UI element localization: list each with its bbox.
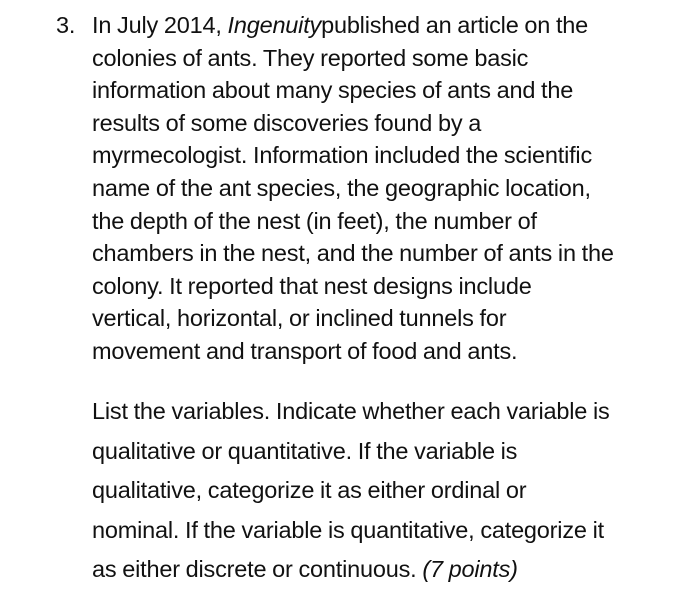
paragraph-line: colonies of ants. They reported some basic: [92, 44, 529, 71]
paragraph-line: qualitative, categorize it as either ordinal or: [92, 477, 527, 503]
question-paragraph-instructions: [92, 392, 610, 590]
paragraph-line: [92, 9, 614, 42]
publication-title: Ingenuity: [227, 12, 322, 38]
paragraph-line: vertical, horizontal, or inclined tunnels for: [92, 305, 507, 332]
line-text: published an article on the: [321, 12, 589, 38]
paragraph-line: information about many species of ants and the: [92, 77, 574, 104]
paragraph-line: the depth of the nest (in feet), the number of: [92, 207, 537, 234]
paragraph-line: nominal. If the variable is quantitative, categorize it: [92, 516, 604, 543]
paragraph-line: [92, 550, 610, 590]
question-number: 3.: [56, 12, 76, 38]
line-text: In July 2014,: [92, 12, 222, 38]
paragraph-line: name of the ant species, the geographic location,: [92, 174, 591, 201]
points-value: (7 points): [422, 556, 518, 582]
paragraph-line: results of some discoveries found by a: [92, 109, 482, 136]
paragraph-line: colony. It reported that nest designs include: [92, 272, 532, 299]
paragraph-line: movement and transport of food and ants.: [92, 337, 518, 364]
line-text: as either discrete or continuous.: [92, 556, 417, 582]
question-paragraph-context: [92, 9, 614, 368]
paragraph-line: List the variables. Indicate whether each variable is: [92, 398, 610, 424]
paragraph-line: chambers in the nest, and the number of ants in the: [92, 240, 614, 267]
paragraph-line: myrmecologist. Information included the scientific: [92, 142, 592, 169]
paragraph-line: qualitative or quantitative. If the variable is: [92, 437, 518, 464]
